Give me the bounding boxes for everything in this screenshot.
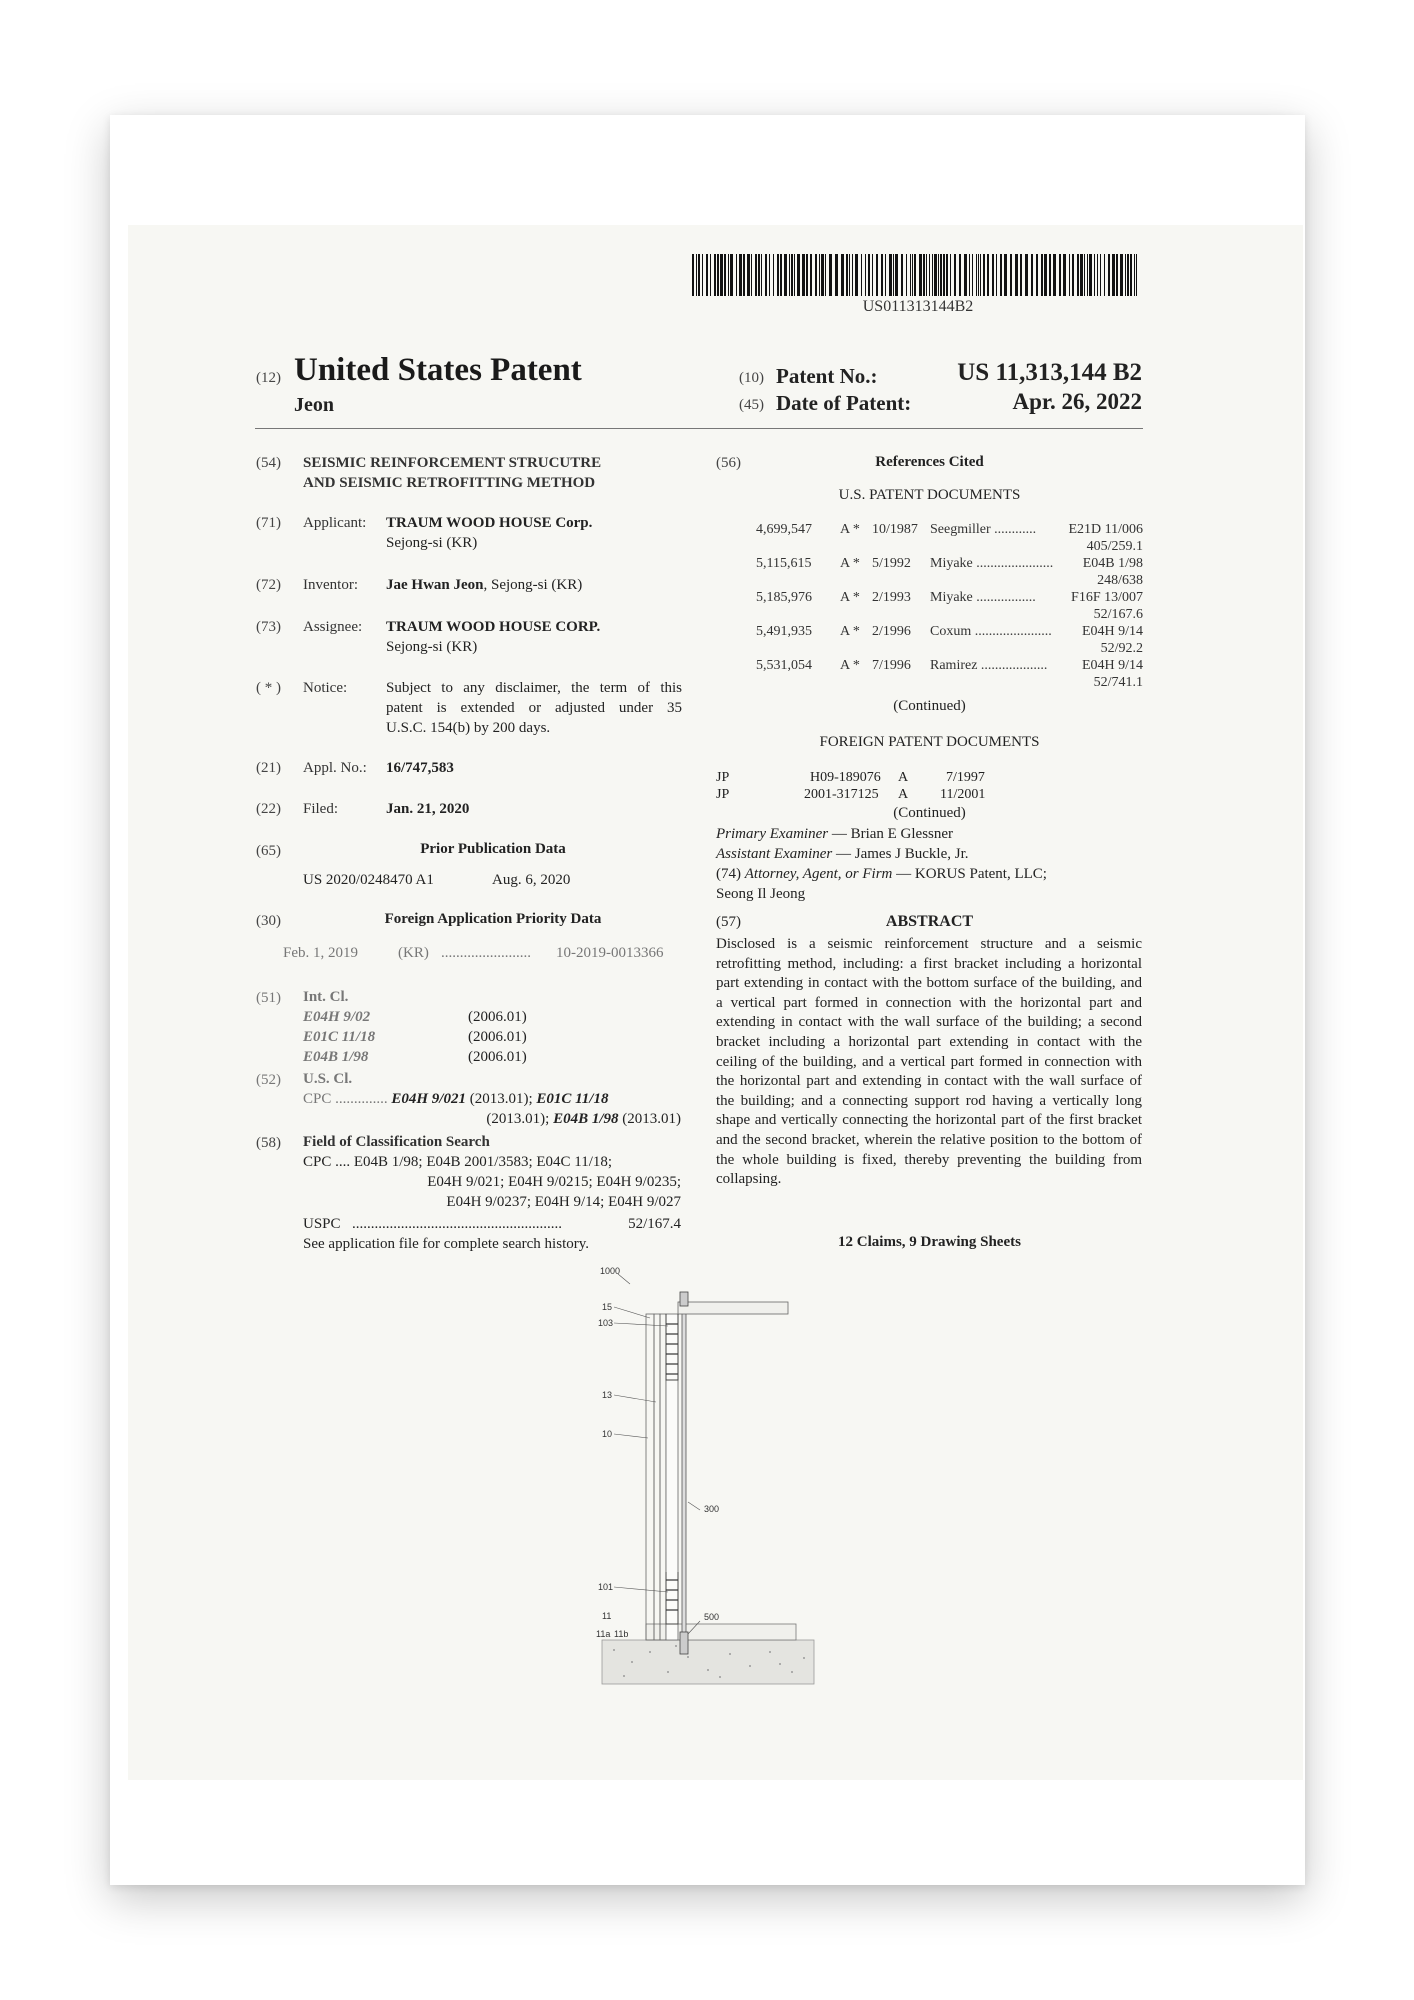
foreign-ref-kind: A <box>898 770 909 785</box>
barcode-number: US011313144B2 <box>862 298 974 315</box>
barcode-bar <box>736 254 737 296</box>
ref-kind: A * <box>840 658 860 673</box>
barcode-bar <box>1015 254 1018 296</box>
cpc-dots: .............. <box>335 1091 388 1107</box>
inventor-label: Inventor: <box>303 577 358 593</box>
abstract-text: Disclosed is a seismic reinforcement structure and a seismic retrofitting method, including: a first bracket including a horizontal part extending in contact with the bottom surface of the building, and a vertical part formed in connection with the horizontal part and extending in contact with the wall surface of the building; a second bracket including a horizontal part extending in contact with the ceiling of the building, and a vertical part formed in connection with the horizontal part and extending in contact with the wall surface of the building; and a connecting support rod having a vertically long shape and vertically connecting the horizontal part of the first bracket and the second bracket, wherein the relative position to the bottom of the whole building is fixed, thereby preventing the building from collapsing. <box>716 936 1142 1188</box>
barcode-bar <box>728 254 729 296</box>
barcode-bar <box>797 254 800 296</box>
ref-subclass: 52/92.2 <box>1100 641 1143 656</box>
barcode-bar <box>1004 254 1007 296</box>
ref-subclass: 248/638 <box>1097 573 1143 588</box>
barcode-bar <box>929 254 930 296</box>
barcode-bar <box>1020 254 1022 296</box>
barcode-bar <box>1069 254 1070 296</box>
intcl-version-3: (2006.01) <box>468 1049 527 1065</box>
drawing-label-103: 103 <box>598 1318 614 1328</box>
barcode-bar <box>702 254 703 296</box>
barcode-bar <box>1044 254 1047 296</box>
barcode-bar <box>849 254 850 296</box>
notice-label: Notice: <box>303 680 348 696</box>
barcode-bar <box>912 254 913 296</box>
barcode-bar <box>743 254 745 296</box>
primary-examiner-name: — Brian E Glessner <box>831 826 954 842</box>
prior-publication-date: Aug. 6, 2020 <box>492 872 571 888</box>
claims-summary: 12 Claims, 9 Drawing Sheets <box>838 1234 1021 1250</box>
barcode-bar <box>938 254 939 296</box>
code-58: (58) <box>256 1135 281 1151</box>
foreign-ref-kind: A <box>898 787 909 802</box>
barcode-bar <box>835 254 838 296</box>
barcode-bar <box>1125 254 1126 296</box>
code-notice: ( * ) <box>256 680 281 696</box>
barcode-bar <box>872 254 873 296</box>
foreign-priority-date: Feb. 1, 2019 <box>283 945 358 961</box>
foreign-ref-number: 2001-317125 <box>804 787 879 802</box>
barcode-bar <box>1010 254 1012 296</box>
assignee-name: TRAUM WOOD HOUSE CORP. <box>386 619 601 635</box>
uspc-dots: ........................................................ <box>352 1216 562 1232</box>
intcl-label: Int. Cl. <box>303 989 349 1005</box>
barcode-bar <box>773 254 774 296</box>
barcode-bar <box>889 254 892 296</box>
filed-date: Jan. 21, 2020 <box>386 801 470 817</box>
barcode-bar <box>821 254 824 296</box>
field-search-line3: E04H 9/0237; E04H 9/14; E04H 9/027 <box>446 1194 681 1210</box>
date-label: Date of Patent: <box>776 391 912 415</box>
ref-date: 2/1993 <box>872 590 911 605</box>
foreign-ref-country: JP <box>716 770 730 785</box>
barcode-bar <box>1120 254 1123 296</box>
drawing-label-500: 500 <box>704 1612 720 1622</box>
prior-publication-number: US 2020/0248470 A1 <box>303 872 434 888</box>
intcl-class-2: E01C 11/18 <box>303 1029 376 1045</box>
barcode-bar <box>846 254 848 296</box>
barcode-bar <box>710 254 711 296</box>
barcode-bar <box>692 254 694 296</box>
barcode-bar <box>876 254 878 296</box>
barcode-bar <box>996 254 997 296</box>
intcl-class-3: E04B 1/98 <box>303 1049 369 1065</box>
code-74: (74) <box>716 866 741 882</box>
top-anchor <box>680 1292 688 1306</box>
intcl-version-2: (2006.01) <box>468 1029 527 1045</box>
ref-kind: A * <box>840 522 860 537</box>
code-65: (65) <box>256 843 281 859</box>
search-history-note: See application file for complete search history. <box>303 1236 590 1252</box>
barcode-bar <box>992 254 994 296</box>
barcode-bar <box>919 254 922 296</box>
primary-examiner <box>716 826 953 843</box>
barcode-bar <box>724 254 726 296</box>
barcode-bar <box>780 254 782 296</box>
barcode-bar <box>932 254 933 296</box>
barcode-bar <box>825 254 826 296</box>
ref-patent-number: 5,531,054 <box>756 658 812 673</box>
barcode-bar <box>972 254 973 296</box>
foreign-refs-continued: (Continued) <box>893 805 966 821</box>
barcode-bar <box>914 254 916 296</box>
us-patent-documents-heading: U.S. PATENT DOCUMENTS <box>838 487 1021 503</box>
barcode-bar <box>806 254 808 296</box>
code-72: (72) <box>256 577 281 593</box>
drawing-label-11a: 11a <box>596 1629 611 1639</box>
code-52: (52) <box>256 1072 281 1088</box>
ceiling-slab <box>678 1302 788 1314</box>
barcode-bar <box>964 254 967 296</box>
foreign-priority-country: (KR) <box>398 945 429 961</box>
barcode-bar <box>1112 254 1115 296</box>
code-12: (12) <box>256 370 281 386</box>
attorney-label: Attorney, Agent, or Firm <box>744 866 893 882</box>
barcode-bar <box>969 254 970 296</box>
ref-kind: A * <box>840 556 860 571</box>
barcode-bar <box>739 254 742 296</box>
ref-class: F16F 13/007 <box>1071 590 1143 605</box>
ref-class: E04B 1/98 <box>1082 556 1143 571</box>
barcode-bar <box>777 254 779 296</box>
intcl-version-1: (2006.01) <box>468 1009 527 1025</box>
foreign-ref-date: 11/2001 <box>940 787 986 802</box>
references-heading: References Cited <box>875 454 984 470</box>
drawing-label-15: 15 <box>602 1302 613 1312</box>
document-title: United States Patent <box>294 352 582 388</box>
barcode-bar <box>706 254 708 296</box>
us-refs-continued: (Continued) <box>893 698 966 714</box>
ref-patent-number: 5,491,935 <box>756 624 812 639</box>
code-22: (22) <box>256 801 281 817</box>
barcode-bar <box>819 254 820 296</box>
ground-hatch <box>602 1640 814 1684</box>
barcode-bar <box>1087 254 1088 296</box>
invention-title-line1: SEISMIC REINFORCEMENT STRUCUTRE <box>303 455 602 471</box>
barcode-bar <box>946 254 948 296</box>
foreign-priority-dots: ........................ <box>441 945 531 961</box>
bottom-anchor <box>680 1632 688 1654</box>
ref-date: 7/1996 <box>872 658 911 673</box>
barcode-bar <box>758 254 760 296</box>
barcode-bar <box>717 254 719 296</box>
ref-name: Miyake ...................... <box>930 556 1054 571</box>
ref-patent-number: 4,699,547 <box>756 522 812 537</box>
barcode-bar <box>1108 254 1110 296</box>
barcode-bar <box>1104 254 1105 296</box>
drawing-label-300: 300 <box>704 1504 720 1514</box>
drawing-label-1000: 1000 <box>600 1266 621 1276</box>
barcode-bar <box>791 254 793 296</box>
barcode-bar <box>980 254 981 296</box>
cpc-version-1: (2013.01); <box>469 1091 533 1107</box>
barcode-bar <box>761 254 762 296</box>
filed-label: Filed: <box>303 801 339 817</box>
code-56: (56) <box>716 455 741 471</box>
connecting-support-rod <box>682 1306 686 1638</box>
barcode-bar <box>987 254 989 296</box>
header-divider <box>255 428 1143 429</box>
cpc-class-1: E04H 9/021 <box>391 1091 466 1107</box>
drawing-label-101: 101 <box>598 1582 614 1592</box>
barcode-bar <box>950 254 951 296</box>
notice-line2: patent is extended or adjusted under 35 <box>386 700 682 716</box>
barcode-bar <box>1100 254 1101 296</box>
ref-date: 2/1996 <box>872 624 911 639</box>
barcode-bar <box>698 254 700 296</box>
barcode-bar <box>861 254 862 296</box>
barcode-bar <box>1089 254 1092 296</box>
wall-layer-outer <box>646 1314 654 1640</box>
uspc-value: 52/167.4 <box>628 1216 681 1232</box>
barcode-bar <box>1130 254 1132 296</box>
cpc-line <box>303 1091 608 1108</box>
drawing-label-13: 13 <box>602 1390 613 1400</box>
assignee-label: Assignee: <box>303 619 363 635</box>
cpc-version-3: (2013.01) <box>622 1111 681 1127</box>
assistant-examiner-name: — James J Buckle, Jr. <box>836 846 969 862</box>
barcode-bar <box>1134 254 1135 296</box>
ref-patent-number: 5,185,976 <box>756 590 812 605</box>
patent-date: Apr. 26, 2022 <box>1012 389 1142 414</box>
ref-subclass: 52/167.6 <box>1093 607 1143 622</box>
barcode-bar <box>730 254 733 296</box>
barcode-bar <box>954 254 956 296</box>
assignee-city: Sejong-si (KR) <box>386 639 478 655</box>
inventor <box>386 575 582 595</box>
barcode-bar <box>910 254 911 296</box>
barcode-bar <box>983 254 985 296</box>
barcode-bar <box>1041 254 1043 296</box>
barcode-bar <box>841 254 844 296</box>
barcode-bar <box>978 254 979 296</box>
code-45: (45) <box>739 397 764 413</box>
barcode-bar <box>895 254 898 296</box>
field-search-line2: E04H 9/021; E04H 9/0215; E04H 9/0235; <box>427 1174 681 1190</box>
barcode-bar <box>1094 254 1095 296</box>
patent-number: US 11,313,144 B2 <box>957 359 1142 386</box>
prior-publication-heading: Prior Publication Data <box>420 841 566 857</box>
ref-date: 5/1992 <box>872 556 911 571</box>
cpc-version-2: (2013.01); <box>486 1111 550 1127</box>
barcode-bar <box>802 254 805 296</box>
barcode-bar <box>1049 254 1051 296</box>
foreign-priority-heading: Foreign Application Priority Data <box>384 911 602 927</box>
representative-drawing <box>580 1262 820 1694</box>
invention-title-line2: AND SEISMIC RETROFITTING METHOD <box>303 475 596 491</box>
barcode-bar <box>1036 254 1038 296</box>
attorney-name-2: Seong Il Jeong <box>716 886 806 902</box>
ref-name: Coxum ...................... <box>930 624 1052 639</box>
barcode-bar <box>789 254 790 296</box>
barcode-bar <box>784 254 787 296</box>
barcode-bar <box>1000 254 1002 296</box>
appl-no-label: Appl. No.: <box>303 760 367 776</box>
ref-class: E21D 11/006 <box>1068 522 1143 537</box>
code-54: (54) <box>256 455 281 471</box>
intcl-class-1: E04H 9/02 <box>303 1009 371 1025</box>
attorney <box>716 866 1047 883</box>
barcode-bar <box>868 254 870 296</box>
abstract-heading: ABSTRACT <box>885 913 974 930</box>
barcode-bar <box>755 254 757 296</box>
code-51: (51) <box>256 990 281 1006</box>
code-21: (21) <box>256 760 281 776</box>
barcode-bar <box>794 254 795 296</box>
barcode-bar <box>943 254 945 296</box>
barcode-bar <box>976 254 977 296</box>
inventor-name: Jae Hwan Jeon <box>386 577 484 593</box>
barcode-bar <box>893 254 894 296</box>
appl-no: 16/747,583 <box>386 760 454 776</box>
barcode-bar <box>934 254 937 296</box>
barcode-bar <box>852 254 853 296</box>
author-name: Jeon <box>294 394 334 416</box>
barcode-bar <box>1031 254 1033 296</box>
field-search-label: Field of Classification Search <box>303 1134 490 1150</box>
barcode-bar <box>1053 254 1056 296</box>
ref-class: E04H 9/14 <box>1081 658 1143 673</box>
foreign-ref-number: H09-189076 <box>810 770 881 785</box>
barcode-bar <box>923 254 925 296</box>
code-73: (73) <box>256 619 281 635</box>
barcode-bar <box>1072 254 1074 296</box>
uspc-label: USPC <box>303 1216 341 1232</box>
drawing-label-10: 10 <box>602 1429 613 1439</box>
attorney-name: — KORUS Patent, LLC; <box>896 866 1047 882</box>
barcode-bar <box>810 254 812 296</box>
assistant-examiner <box>716 846 969 863</box>
barcode-bar <box>881 254 883 296</box>
ref-patent-number: 5,115,615 <box>756 556 812 571</box>
barcode-bar <box>769 254 770 296</box>
notice-line1: Subject to any disclaimer, the term of this <box>386 680 682 696</box>
barcode-bar <box>815 254 817 296</box>
notice-line3: U.S.C. 154(b) by 200 days. <box>386 720 551 736</box>
foreign-ref-country: JP <box>716 787 730 802</box>
foreign-priority-number: 10-2019-0013366 <box>556 945 664 961</box>
code-30: (30) <box>256 913 281 929</box>
barcode-bar <box>747 254 750 296</box>
field-search-line1: CPC .... E04B 1/98; E04B 2001/3583; E04C 11/18; <box>303 1154 613 1170</box>
patent-no-label: Patent No.: <box>776 364 878 388</box>
ref-kind: A * <box>840 624 860 639</box>
code-10: (10) <box>739 370 764 386</box>
ref-subclass: 405/259.1 <box>1086 539 1143 554</box>
cpc-class-3: E04B 1/98 <box>553 1111 619 1127</box>
barcode-bar <box>714 254 716 296</box>
wall-layer-3 <box>666 1314 678 1640</box>
leader-lines <box>614 1274 700 1634</box>
barcode-bar <box>1127 254 1129 296</box>
barcode-bar <box>1059 254 1061 296</box>
ref-name: Seegmiller ............ <box>930 522 1037 537</box>
applicant-name: TRAUM WOOD HOUSE Corp. <box>386 515 593 531</box>
ref-kind: A * <box>840 590 860 605</box>
barcode-bar <box>855 254 858 296</box>
foreign-patent-documents-heading: FOREIGN PATENT DOCUMENTS <box>819 734 1040 750</box>
inventor-city: , Sejong-si (KR) <box>483 577 583 593</box>
barcode-bar <box>865 254 866 296</box>
ref-name: Ramirez ................... <box>930 658 1048 673</box>
barcode-bar <box>1136 254 1137 296</box>
ref-name: Miyake ................. <box>930 590 1036 605</box>
barcode-bar <box>1080 254 1083 296</box>
primary-examiner-label: Primary Examiner <box>716 826 829 842</box>
barcode-bar <box>720 254 723 296</box>
ref-subclass: 52/741.1 <box>1093 675 1143 690</box>
barcode-bar <box>1084 254 1085 296</box>
ref-class: E04H 9/14 <box>1081 624 1143 639</box>
barcode-bar <box>959 254 961 296</box>
barcode-bar <box>765 254 767 296</box>
ref-date: 10/1987 <box>872 522 918 537</box>
uscl-label: U.S. Cl. <box>303 1071 353 1087</box>
applicant-label: Applicant: <box>303 515 367 531</box>
barcode-bar <box>751 254 752 296</box>
drawing-label-11: 11 <box>602 1611 612 1621</box>
code-71: (71) <box>256 515 281 531</box>
cpc-label: CPC <box>303 1091 332 1107</box>
barcode-bar <box>829 254 832 296</box>
barcode-bar <box>885 254 886 296</box>
barcode-bar <box>926 254 927 296</box>
barcode-bar <box>1025 254 1028 296</box>
applicant-city: Sejong-si (KR) <box>386 535 478 551</box>
drawing-label-11b: 11b <box>614 1629 629 1639</box>
barcode-bar <box>1063 254 1066 296</box>
assistant-examiner-label: Assistant Examiner <box>716 846 833 862</box>
barcode-image <box>692 254 1144 296</box>
barcode-bar <box>906 254 907 296</box>
barcode-bar <box>901 254 903 296</box>
foreign-ref-date: 7/1997 <box>946 770 985 785</box>
barcode-bar <box>1077 254 1079 296</box>
cpc-class-2: E01C 11/18 <box>536 1091 609 1107</box>
barcode-bar <box>696 254 697 296</box>
barcode-bar <box>1097 254 1098 296</box>
code-57: (57) <box>716 914 741 930</box>
barcode-bar <box>1116 254 1118 296</box>
cpc-line-2 <box>486 1111 681 1128</box>
barcode-bar <box>940 254 942 296</box>
